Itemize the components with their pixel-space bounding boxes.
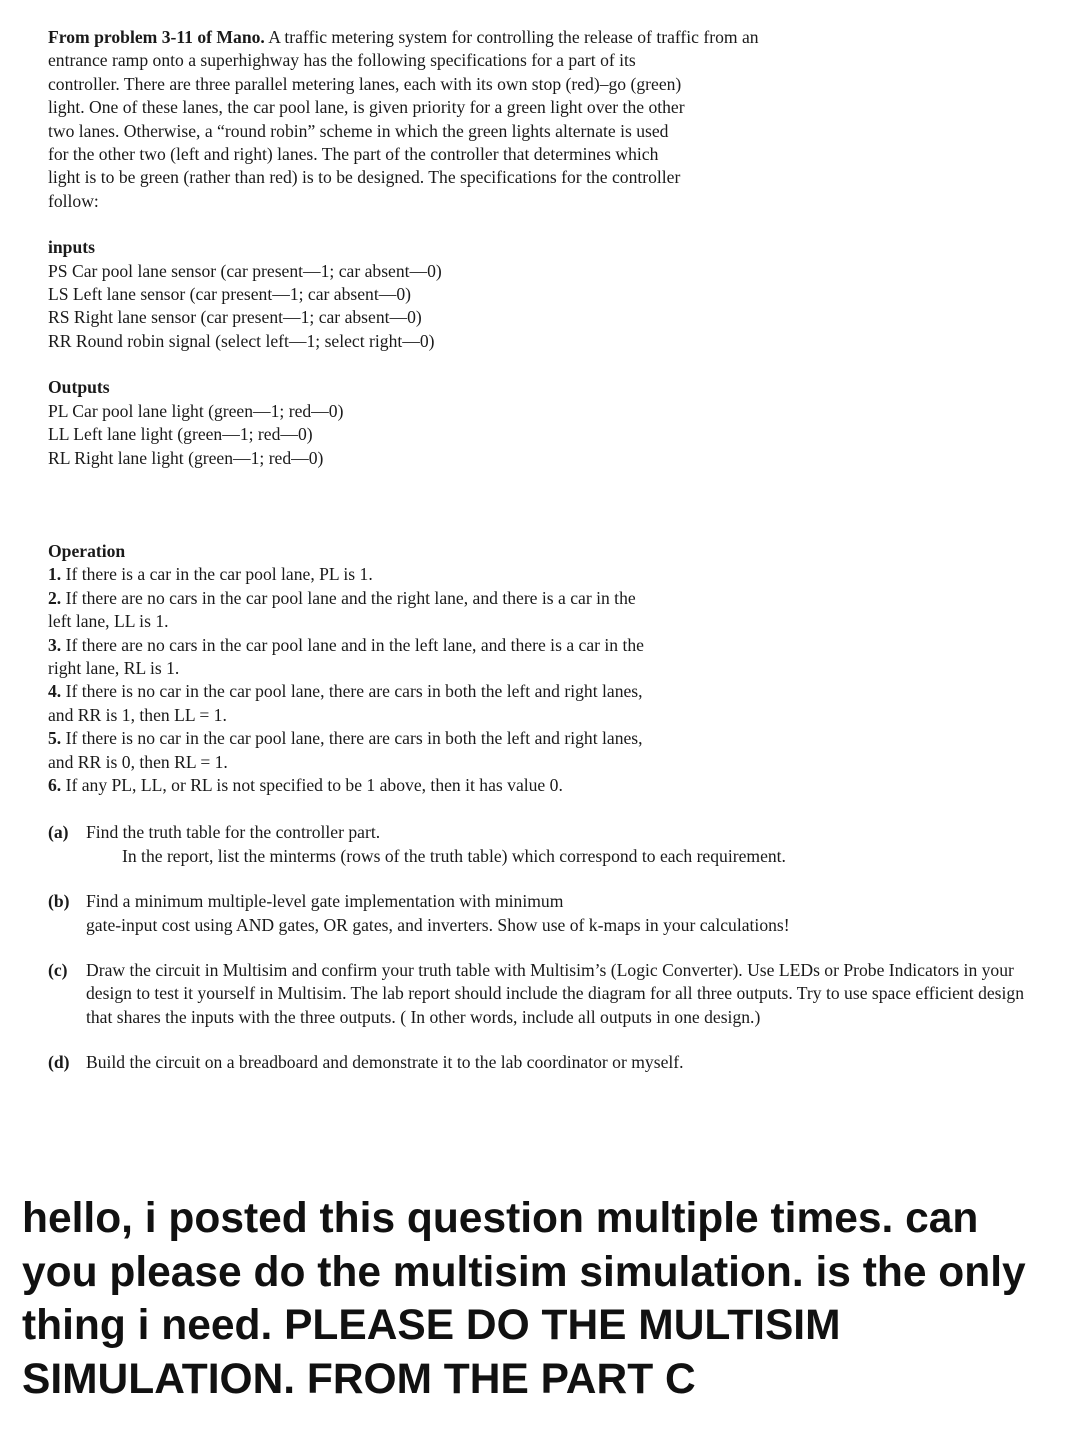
operation-item [48, 727, 648, 774]
operation-text: If there are no cars in the car pool lane and the right lane, and there is a car in the left lane, LL is 1. [48, 587, 636, 632]
part-c-text: Draw the circuit in Multisim and confirm your truth table with Multisim’s (Logic Converter). Use LEDs or Probe Indicators in your design to test it yourself in Multisim. The lab report should include the diagram for all three outputs. Try to use space efficient design that shares the inputs with the three outputs. ( In other words, include all outputs in one design.) [86, 960, 1025, 1027]
intro-text-first: A traffic metering system for controlling the release of traffic from an [264, 27, 759, 47]
operation-number: 5. [48, 728, 62, 749]
outputs-heading: Outputs [48, 377, 110, 398]
output-ll: LL Left lane light (green—1; red—0) [48, 424, 313, 445]
operation-number: 6. [48, 774, 62, 795]
output-rl: RL Right lane light (green—1; red—0) [48, 447, 324, 468]
part-b-label: (b) [48, 891, 70, 912]
operation-number: 1. [48, 564, 62, 585]
input-ls: LS Left lane sensor (car present—1; car absent—0) [48, 284, 411, 305]
intro-paragraph [48, 26, 759, 213]
inputs-section [48, 236, 1038, 353]
operation-section [48, 540, 648, 797]
problem-document [48, 26, 1038, 1097]
part-d-label: (d) [48, 1052, 70, 1073]
task-parts [48, 821, 1038, 1074]
operation-item [48, 563, 648, 586]
part-d [48, 1051, 1038, 1074]
operation-item [48, 587, 648, 634]
part-d-text: Build the circuit on a breadboard and demonstrate it to the lab coordinator or myself. [86, 1052, 684, 1073]
part-b [48, 890, 1038, 937]
part-a-note: In the report, list the minterms (rows of the truth table) which correspond to each requirement. [122, 845, 786, 866]
operation-text: If there is no car in the car pool lane, there are cars in both the left and right lanes, and RR is 0, then RL = 1. [48, 728, 643, 772]
operation-item [48, 680, 648, 727]
input-rs: RS Right lane sensor (car present—1; car absent—0) [48, 307, 422, 328]
part-a-text: Find the truth table for the controller part. [86, 822, 381, 843]
operation-text: If there is no car in the car pool lane, there are cars in both the left and right lanes, and RR is 1, then LL = 1. [48, 681, 643, 725]
part-b-line-2: gate-input cost using AND gates, OR gates, and inverters. Show use of k-maps in your calculations! [86, 914, 790, 935]
part-a [48, 821, 1038, 868]
input-rr: RR Round robin signal (select left—1; select right—0) [48, 330, 435, 351]
operation-text: If there is a car in the car pool lane, PL is 1. [65, 564, 373, 585]
output-pl: PL Car pool lane light (green—1; red—0) [48, 400, 344, 421]
operation-heading: Operation [48, 540, 126, 561]
operation-item [48, 634, 648, 681]
problem-source-title: From problem 3-11 of Mano. [48, 27, 265, 47]
operation-item [48, 774, 648, 797]
operation-number: 4. [48, 681, 62, 702]
intro-text: entrance ramp onto a superhighway has the following specifications for a part of its controller. There are three parallel metering lanes, each with its own stop (red)–go (green) light. One of these lanes, the car pool lane, is given priority for a green light over the other two lanes. Otherwise, a “round robin” scheme in which the green lights alternate is used for the other two (left and right) lanes. The part of the controller that determines which light is to be green (rather than red) is to be designed. The specifications for the controller follow: [48, 50, 685, 211]
part-c [48, 959, 1038, 1029]
operation-number: 3. [48, 634, 62, 655]
part-c-label: (c) [48, 960, 68, 980]
operation-number: 2. [48, 587, 62, 608]
user-request-message: hello, i posted this question multiple times. can you please do the multisim simulation. is the only thing i need. PLEASE DO THE MULTISIM SIMULATION. FROM THE PART C [22, 1195, 1026, 1403]
operation-text: If any PL, LL, or RL is not specified to be 1 above, then it has value 0. [65, 774, 563, 795]
part-a-label: (a) [48, 822, 69, 843]
operation-text: If there are no cars in the car pool lane and in the left lane, and there is a car in the right lane, RL is 1. [48, 634, 644, 678]
outputs-section [48, 376, 1038, 470]
inputs-heading: inputs [48, 237, 95, 258]
part-b-line-1: Find a minimum multiple-level gate implementation with minimum [86, 891, 564, 912]
input-ps: PS Car pool lane sensor (car present—1; car absent—0) [48, 260, 442, 281]
intro-first-line [48, 26, 759, 49]
